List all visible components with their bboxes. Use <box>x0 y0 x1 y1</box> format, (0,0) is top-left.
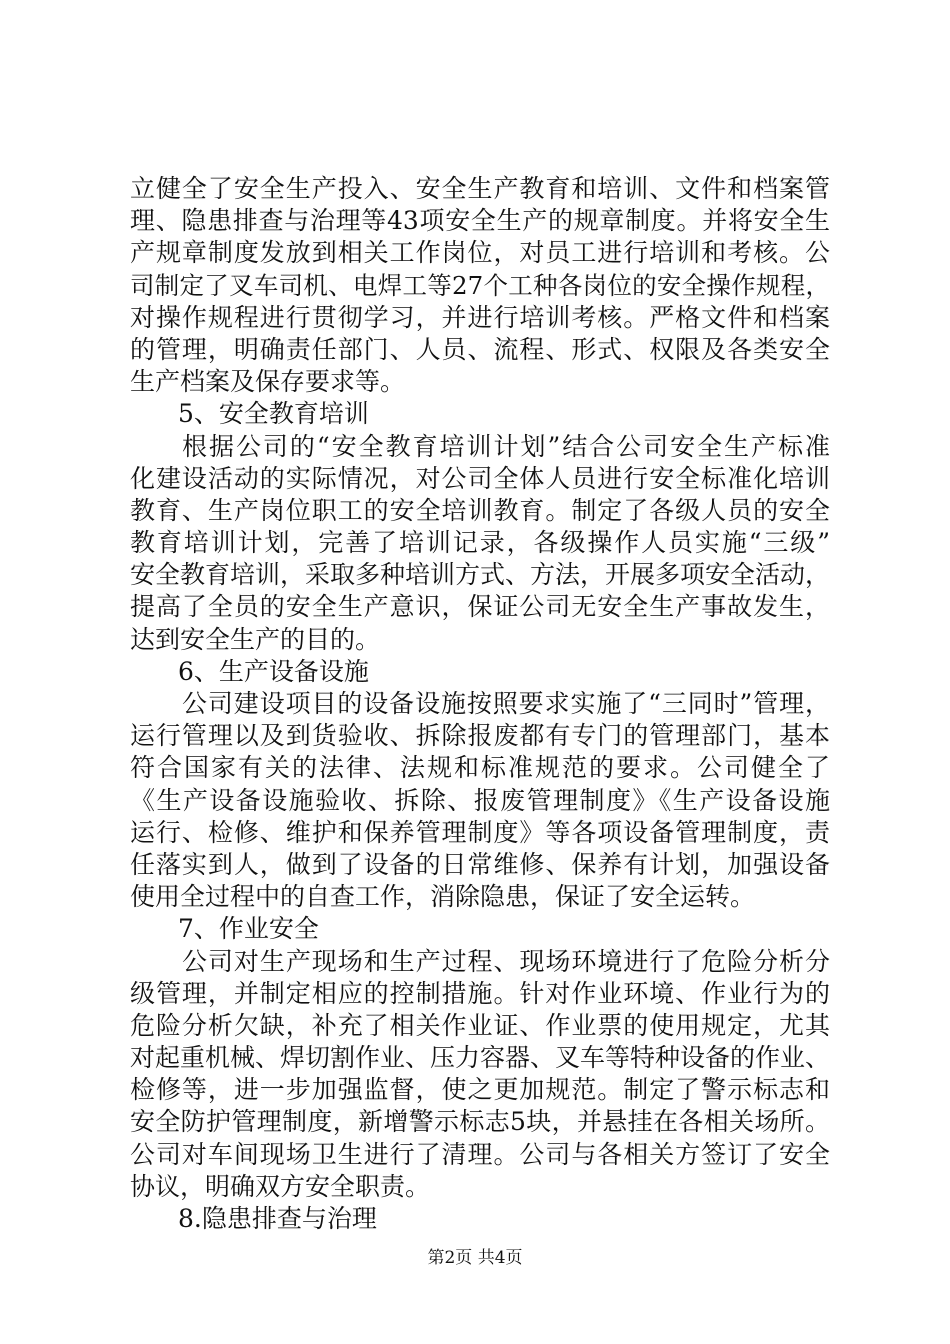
text-line: 任落实到人，做到了设备的日常维修、保养有计划，加强设备 <box>130 849 830 879</box>
text-line: 公司建设项目的设备设施按照要求实施了“三同时”管理， <box>182 689 830 718</box>
section-heading: 6、生产设备设施 <box>178 656 369 686</box>
text-line: 生产档案及保存要求等。 <box>130 367 406 397</box>
text-line: 对起重机械、焊切割作业、压力容器、叉车等特种设备的作业、 <box>130 1043 831 1073</box>
text-line: 《生产设备设施验收、拆除、报废管理制度》《生产设备设施 <box>130 785 830 815</box>
text-line: 使用全过程中的自查工作，消除隐患，保证了安全运转。 <box>130 882 756 912</box>
text-line: 级管理，并制定相应的控制措施。针对作业环境、作业行为的 <box>130 978 830 1008</box>
text-line: 公司对车间现场卫生进行了清理。公司与各相关方签订了安全 <box>130 1139 830 1169</box>
text-line: 教育培训计划，完善了培训记录，各级操作人员实施“三级” <box>130 528 830 558</box>
text-line: 司制定了叉车司机、电焊工等27个工种各岗位的安全操作规程， <box>130 270 830 300</box>
text-line: 危险分析欠缺，补充了相关作业证、作业票的使用规定，尤其 <box>130 1010 830 1040</box>
section-heading: 7、作业安全 <box>178 914 319 944</box>
text-line: 的管理，明确责任部门、人员、流程、形式、权限及各类安全 <box>130 334 830 364</box>
text-line: 达到安全生产的目的。 <box>130 624 381 654</box>
text-line: 理、隐患排查与治理等43项安全生产的规章制度。并将安全生 <box>130 206 830 236</box>
text-line: 立健全了安全生产投入、安全生产教育和培训、文件和档案管 <box>130 174 830 203</box>
text-line: 对操作规程进行贯彻学习，并进行培训考核。严格文件和档案 <box>130 302 830 332</box>
text-line: 教育、生产岗位职工的安全培训教育。制定了各级人员的安全 <box>130 495 830 525</box>
text-line: 运行管理以及到货验收、拆除报废都有专门的管理部门，基本 <box>130 721 830 751</box>
text-line: 产规章制度发放到相关工作岗位，对员工进行培训和考核。公 <box>130 238 830 268</box>
document-body <box>130 173 830 1235</box>
text-line: 检修等，进一步加强监督，使之更加规范。制定了警示标志和 <box>130 1075 830 1105</box>
text-line: 协议，明确双方安全职责。 <box>130 1171 431 1201</box>
paragraph <box>130 431 830 656</box>
text-line: 提高了全员的安全生产意识，保证公司无安全生产事故发生， <box>130 592 830 622</box>
section-heading: 8.隐患排查与治理 <box>178 1204 377 1233</box>
section-heading: 5、安全教育培训 <box>178 399 369 429</box>
paragraph <box>130 946 830 1204</box>
text-line: 运行、检修、维护和保养管理制度》等各项设备管理制度，责 <box>130 817 830 847</box>
text-line: 公司对生产现场和生产过程、现场环境进行了危险分析分 <box>182 946 830 976</box>
text-line: 根据公司的“安全教育培训计划”结合公司安全生产标准 <box>182 431 830 461</box>
paragraph <box>130 688 830 913</box>
text-line: 化建设活动的实际情况，对公司全体人员进行安全标准化培训 <box>130 463 830 493</box>
text-line: 安全教育培训，采取多种培训方式、方法，开展多项安全活动， <box>130 560 831 590</box>
text-line: 符合国家有关的法律、法规和标准规范的要求。公司健全了 <box>130 753 830 783</box>
text-line: 安全防护管理制度，新增警示标志5块，并悬挂在各相关场所。 <box>130 1107 830 1137</box>
paragraph <box>130 173 830 398</box>
page-number-footer: 第2页 共4页 <box>427 1248 523 1268</box>
